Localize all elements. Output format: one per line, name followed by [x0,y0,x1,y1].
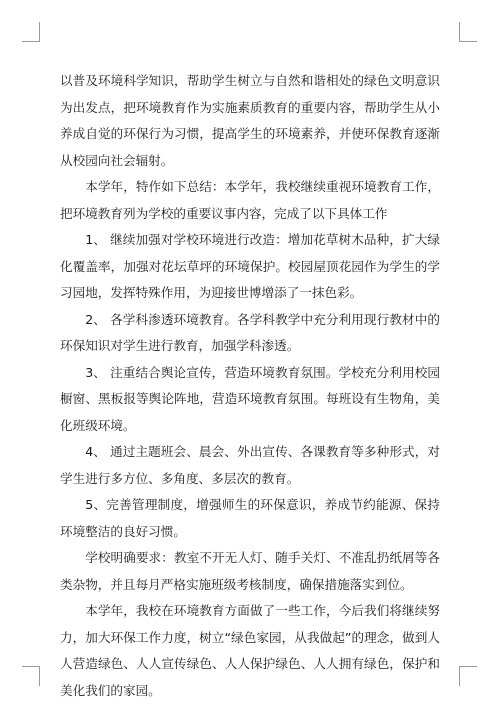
paragraph: 本学年，特作如下总结：本学年，我校继续重视环境教育工作，把环境教育列为学校的重要议事内容，完成了以下具体工作 [60,179,440,221]
list-item-paragraph: 1、 继续加强对学校环境进行改造：增加花草树木品种，扩大绿化覆盖率，加强对花坛草坪的环境保护。校园屋顶花园作为学生的学习园地，发挥特殊作用，为迎接世博增添了一抹色彩。 [60,232,440,300]
paragraph: 本学年，我校在环境教育方面做了一些工作，今后我们将继续努力，加大环保工作力度，树立“绿色家园，从我做起”的理念，做到人人营造绿色、人人宣传绿色、人人保护绿色、人人拥有绿色，保护和美化我们的家园。 [60,603,440,698]
crop-mark-top-left [39,22,40,42]
list-item-paragraph: 2、 各学科渗透环境教育。各学科教学中充分利用现行教材中的环保知识对学生进行教育，加强学科渗透。 [60,311,440,353]
crop-mark-bottom-right [459,666,460,686]
list-item-paragraph: 5、完善管理制度，增强师生的环保意识，养成节约能源、保持环境整洁的良好习惯。 [60,497,440,539]
crop-mark-top-right [459,22,460,42]
crop-mark-bottom-left [22,666,40,667]
list-item-paragraph: 3、 注重结合舆论宣传，营造环境教育氛围。学校充分利用校园橱窗、黑板报等舆论阵地，营造环境教育氛围。每班设有生物角，美化班级环境。 [60,364,440,433]
paragraph: 学校明确要求：教室不开无人灯、随手关灯、不准乱扔纸屑等各类杂物，并且每月严格实施班级考核制度，确保措施落实到位。 [60,550,440,592]
crop-mark-bottom-right [459,666,477,667]
crop-mark-top-right [459,41,477,42]
crop-mark-top-left [22,41,40,42]
list-item-paragraph: 4、 通过主题班会、晨会、外出宣传、各课教育等多种形式，对学生进行多方位、多角度、多层次的教育。 [60,444,440,486]
document-body [60,68,440,704]
paragraph: 以普及环境科学知识，帮助学生树立与自然和谐相处的绿色文明意识为出发点，把环境教育作为实施素质教育的重要内容，帮助学生从小养成自觉的环保行为习惯，提高学生的环境素养，并使环保教育逐渐从校园向社会辐射。 [60,73,440,168]
crop-mark-bottom-left [39,666,40,686]
